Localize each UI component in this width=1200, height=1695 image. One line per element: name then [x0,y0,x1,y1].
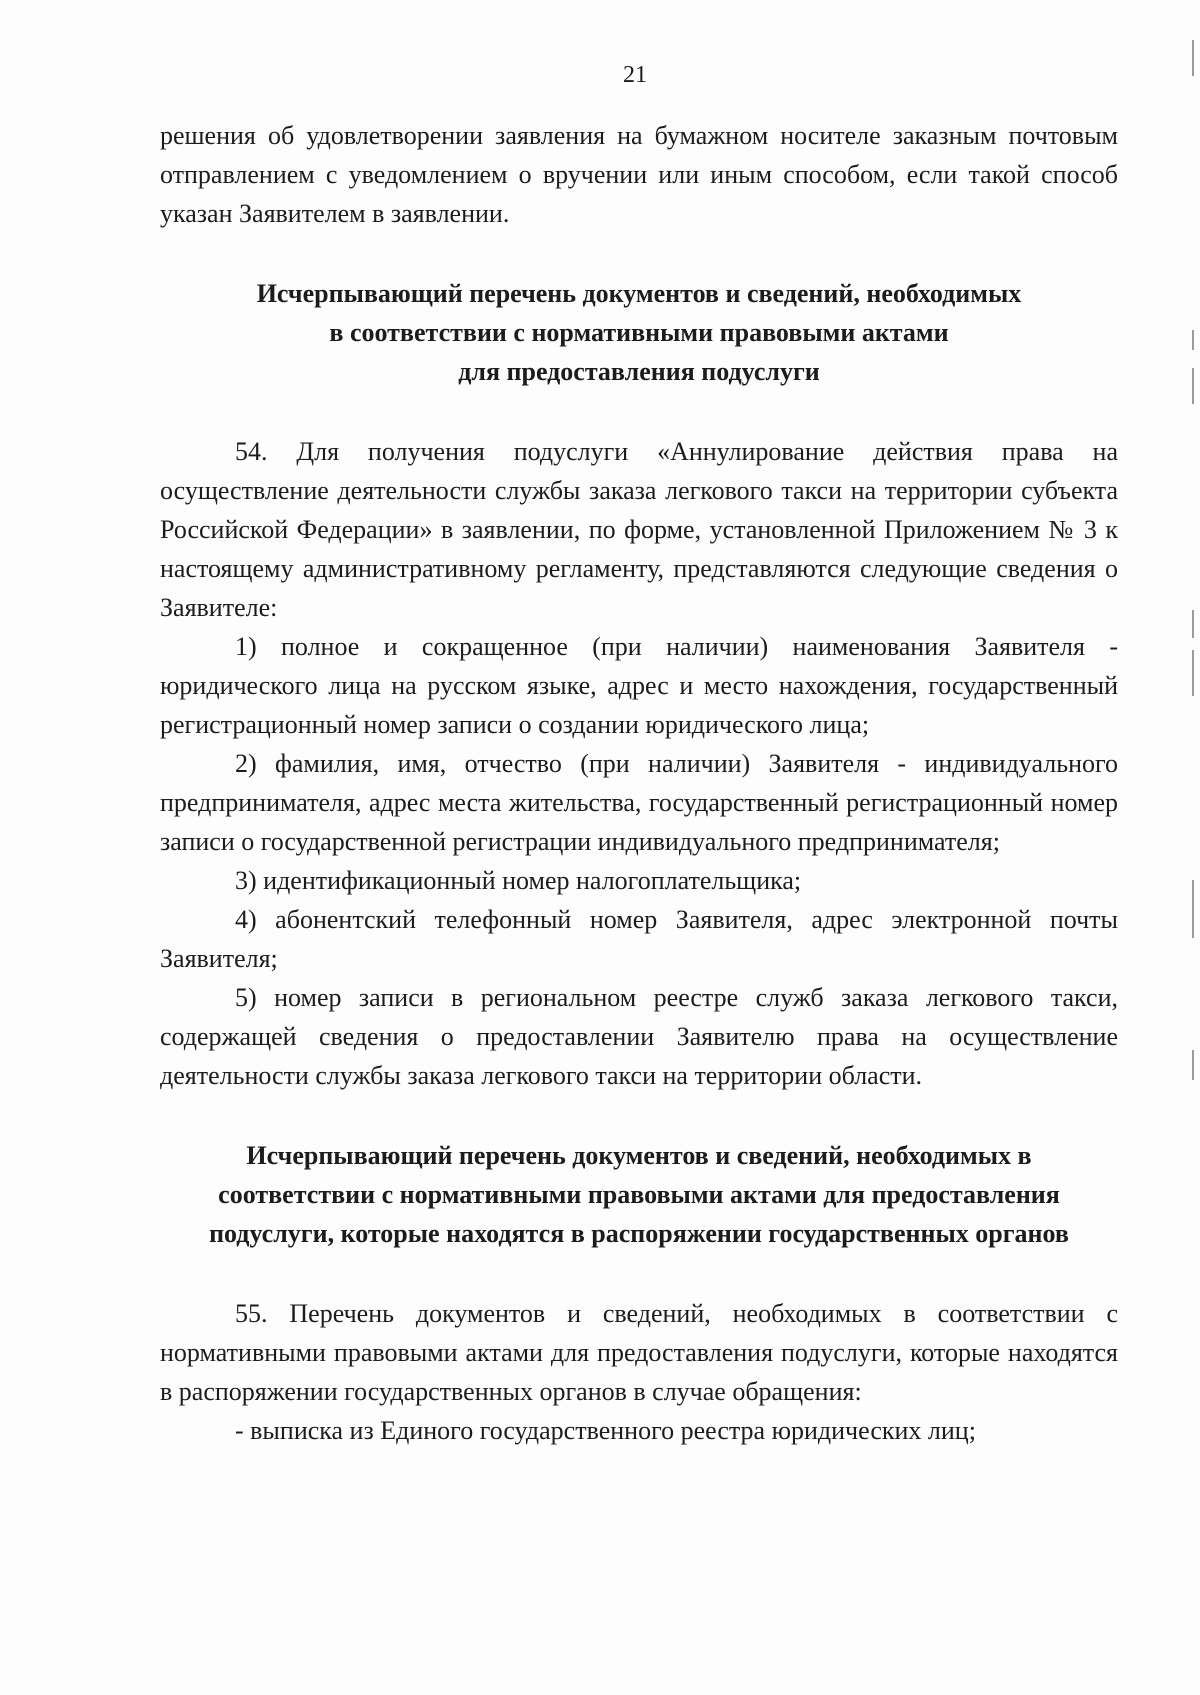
section-heading-2-line-3: подуслуги, которые находятся в распоряжении государственных органов [209,1219,1069,1248]
section-heading-2-line-1: Исчерпывающий перечень документов и сведений, необходимых в [246,1141,1032,1170]
list-item-3: 3) идентификационный номер налогоплательщика; [235,866,802,895]
scan-edge-mark [1192,610,1194,638]
paragraph-54: 54. Для получения подуслуги «Аннулирование действия права на осуществление деятельности службы заказа легкового такси на территории субъекта Российской Федерации» в заявлении, по форме, установленной Приложением № 3 к настоящему административному регламенту, представляются следующие сведения о Заявителе: [160,437,1118,622]
list-item-4: 4) абонентский телефонный номер Заявителя, адрес электронной почты Заявителя; [160,905,1118,973]
scan-edge-mark [1192,40,1194,76]
page-number: 21 [623,62,647,88]
section-heading-1 [160,274,1118,391]
scan-edge-mark [1192,880,1194,938]
section-heading-1-line-1: Исчерпывающий перечень документов и сведений, необходимых [256,279,1022,308]
section-heading-1-line-3: для предоставления подуслуги [458,357,820,386]
section-heading-2 [160,1136,1118,1253]
section-heading-2-line-2: соответствии с нормативными правовыми актами для предоставления [218,1180,1060,1209]
list-item-2: 2) фамилия, имя, отчество (при наличии) Заявителя - индивидуального предпринимателя, адрес места жительства, государственный регистрационный номер записи о государственной регистрации индивидуального предпринимателя; [160,749,1118,856]
paragraph-55: 55. Перечень документов и сведений, необходимых в соответствии с нормативными правовыми актами для предоставления подуслуги, которые находятся в распоряжении государственных органов в случае обращения: [160,1299,1118,1406]
list-item-5: 5) номер записи в региональном реестре служб заказа легкового такси, содержащей сведения о предоставлении Заявителю права на осуществление деятельности службы заказа легкового такси на территории области. [160,983,1118,1090]
bullet-item: - выписка из Единого государственного реестра юридических лиц; [235,1416,976,1445]
scan-edge-mark [1192,368,1194,404]
intro-paragraph: решения об удовлетворении заявления на бумажном носителе заказным почтовым отправлением с уведомлением о вручении или иным способом, если такой способ указан Заявителем в заявлении. [160,121,1118,228]
scan-edge-mark [1192,1050,1194,1080]
section-heading-1-line-2: в соответствии с нормативными правовыми актами [329,318,949,347]
page-content [160,116,1118,1450]
scan-edge-mark [1192,330,1194,350]
list-item-1: 1) полное и сокращенное (при наличии) наименования Заявителя - юридического лица на русском языке, адрес и место нахождения, государственный регистрационный номер записи о создании юридического лица; [160,632,1118,739]
scan-edge-mark [1192,650,1194,696]
